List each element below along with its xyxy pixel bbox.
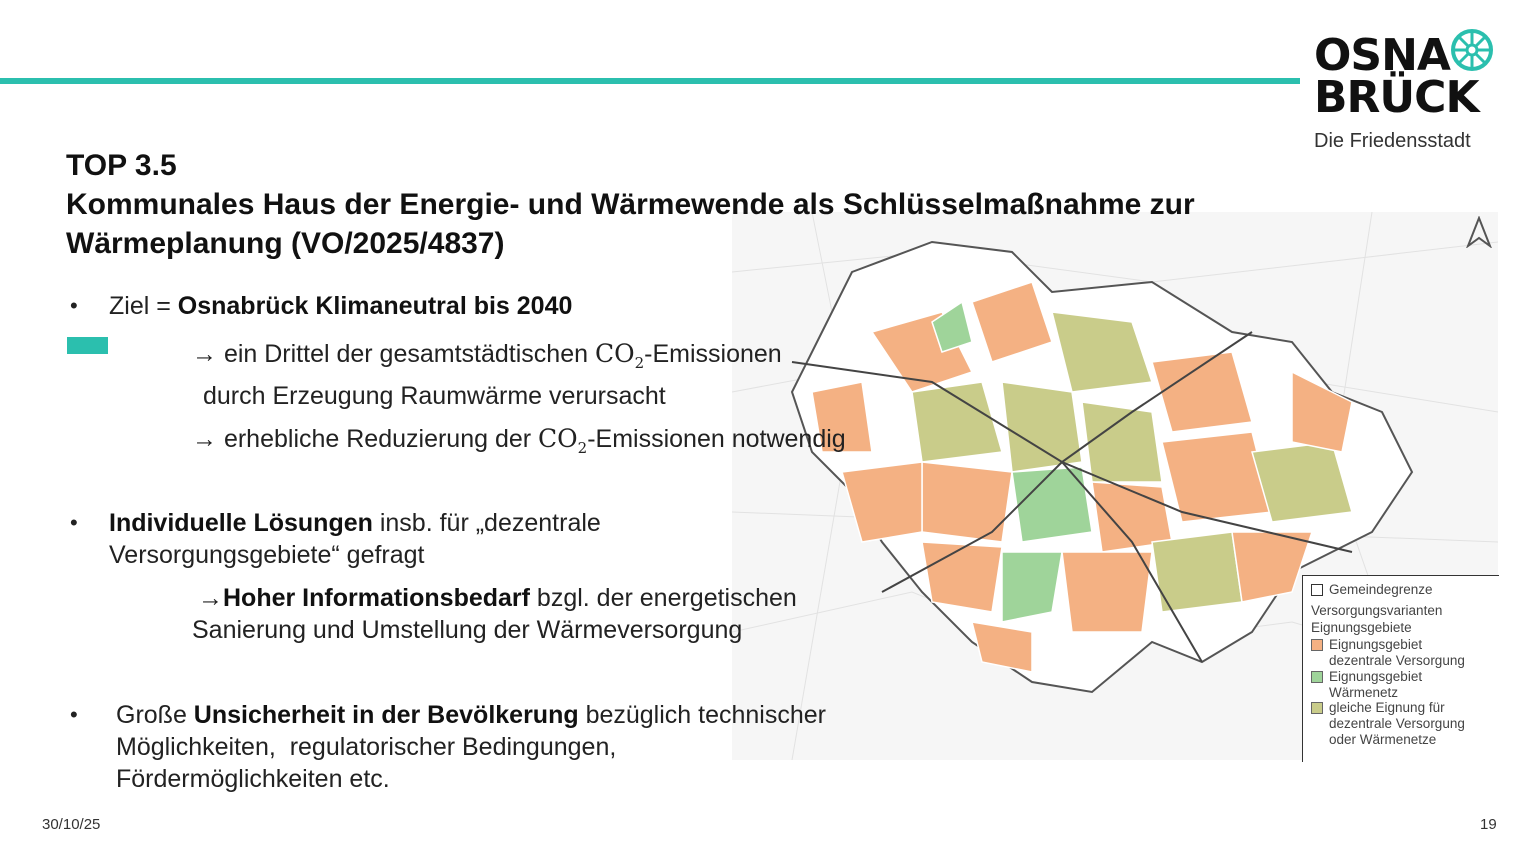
bullet2-line2: Versorgungsgebiete“ gefragt xyxy=(109,541,425,569)
map-legend xyxy=(1302,575,1499,762)
legend-boundary: Gemeindegrenze xyxy=(1311,582,1433,597)
legend-item-waermenetz: Eignungsgebiet xyxy=(1311,669,1422,684)
accent-marker xyxy=(67,337,108,354)
title-line1: TOP 3.5 xyxy=(66,149,177,182)
page-number: 19 xyxy=(1480,816,1497,833)
wheel-icon xyxy=(1450,28,1494,72)
logo-line1: OSNA xyxy=(1314,30,1450,81)
footer-date: 30/10/25 xyxy=(42,816,101,833)
logo-subtitle: Die Friedensstadt xyxy=(1314,130,1471,152)
bullet1-sub2: → erhebliche Reduzierung der $CO_2$-Emissionen notwendig xyxy=(192,424,846,457)
legend-item-dezentral-line2: dezentrale Versorgung xyxy=(1329,653,1465,668)
legend-item-gleich-line3: oder Wärmenetze xyxy=(1329,732,1437,747)
bullet-dot: • xyxy=(70,293,78,318)
slide-title xyxy=(66,146,1326,263)
title-line2: Kommunales Haus der Energie- und Wärmewende als Schlüsselmaßnahme zur xyxy=(66,188,1195,221)
bullet3-line: Große Unsicherheit in der Bevölkerung bezüglich technischer xyxy=(116,701,826,729)
legend-header2: Eignungsgebiete xyxy=(1311,620,1412,635)
bullet3-line2: Möglichkeiten, regulatorischer Bedingungen, xyxy=(116,733,617,761)
bullet-dot: • xyxy=(70,702,78,727)
logo-line2: BRÜCK xyxy=(1314,72,1479,123)
legend-header1: Versorgungsvarianten xyxy=(1311,603,1443,618)
boundary-swatch xyxy=(1311,584,1323,596)
title-line3: Wärmeplanung (VO/2025/4837) xyxy=(66,227,505,260)
olive-swatch xyxy=(1311,702,1323,714)
bullet1-sub1-line2: durch Erzeugung Raumwärme verursacht xyxy=(203,382,666,410)
legend-item-waermenetz-line2: Wärmenetz xyxy=(1329,685,1399,700)
bullet2-sub: →Hoher Informationsbedarf bzgl. der energetischen xyxy=(198,584,797,612)
city-logo xyxy=(1300,24,1536,160)
north-arrow-icon xyxy=(1466,216,1492,248)
legend-item-dezentral: Eignungsgebiet xyxy=(1311,637,1422,652)
bullet1-line: Ziel = Osnabrück Klimaneutral bis 2040 xyxy=(109,292,573,320)
bullet2-line: Individuelle Lösungen insb. für „dezentrale xyxy=(109,509,601,537)
bullet-dot: • xyxy=(70,510,78,535)
bullet2-sub-line2: Sanierung und Umstellung der Wärmeversorgung xyxy=(192,616,743,644)
green-swatch xyxy=(1311,671,1323,683)
legend-item-gleich: gleiche Eignung für xyxy=(1311,700,1445,715)
bullet1-sub1: → ein Drittel der gesamtstädtischen $CO_2$-Emissionen xyxy=(192,339,782,372)
orange-swatch xyxy=(1311,639,1323,651)
bullet3-line3: Fördermöglichkeiten etc. xyxy=(116,765,390,793)
legend-item-gleich-line2: dezentrale Versorgung xyxy=(1329,716,1465,731)
